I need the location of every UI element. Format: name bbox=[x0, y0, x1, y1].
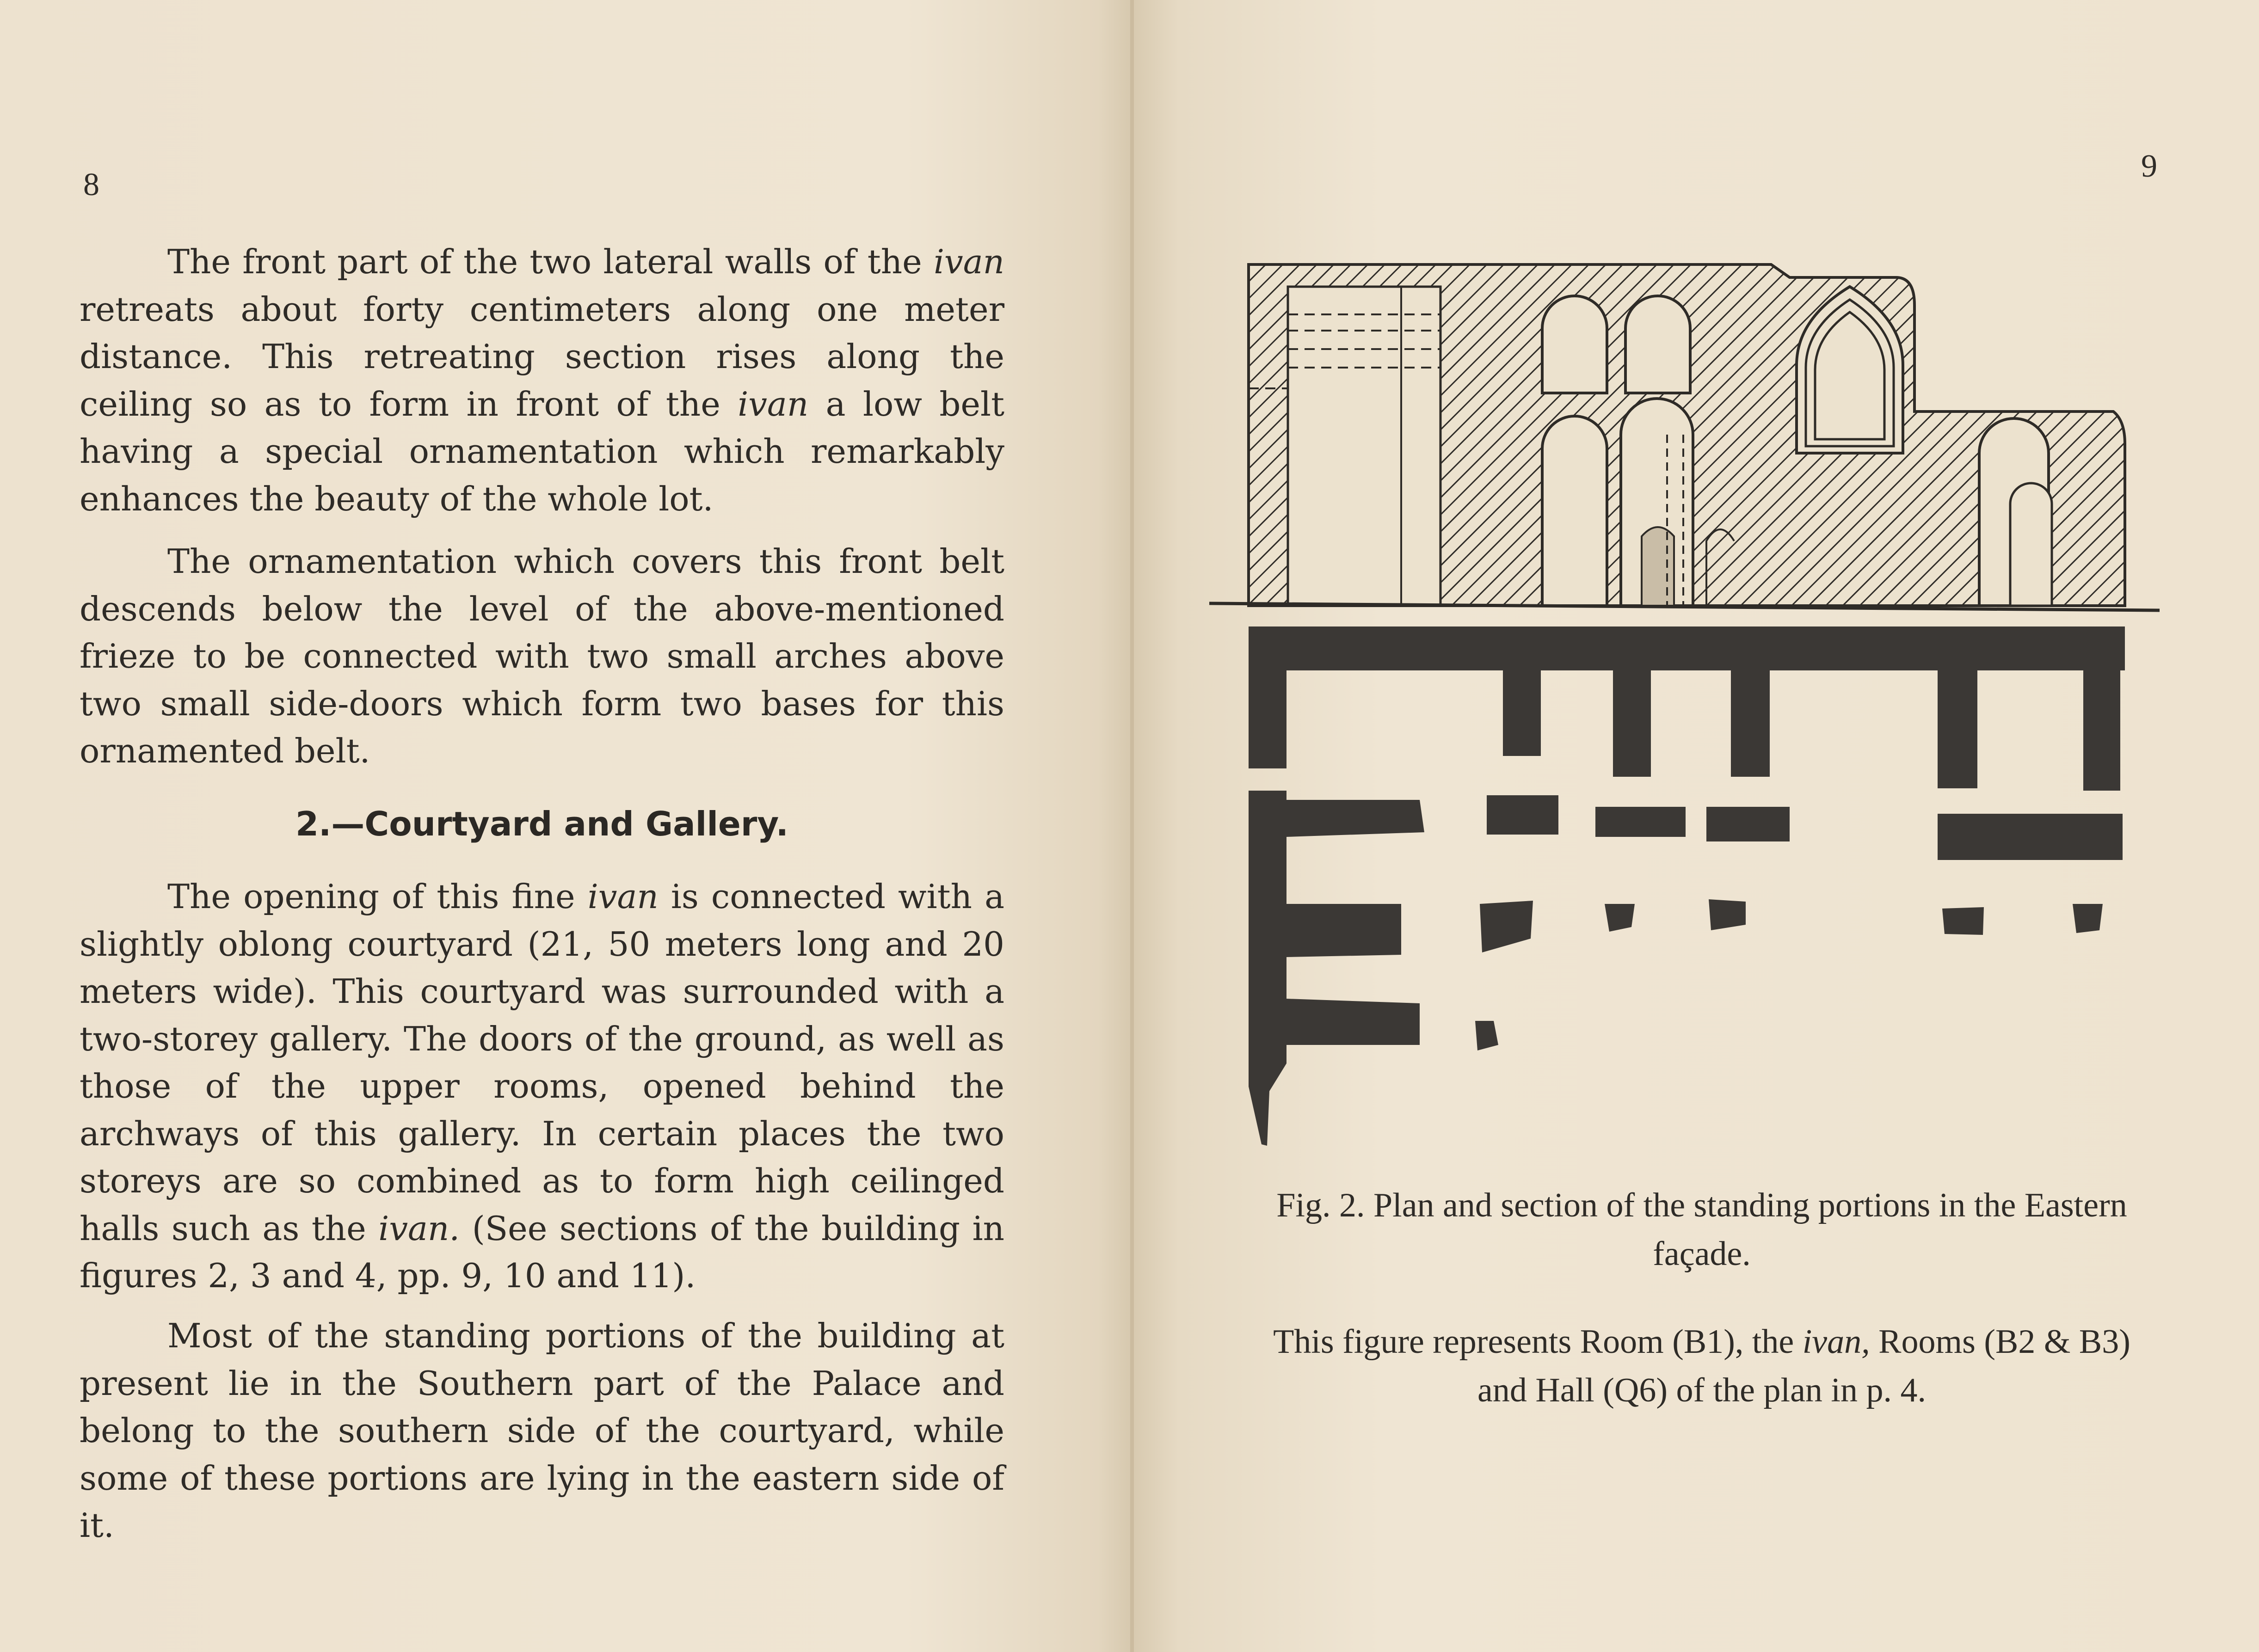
section-heading: 2.—Courtyard and Gallery. bbox=[295, 805, 789, 843]
paragraph-ornamentation: The ornamentation which covers this front belt descends below the level of the above-mentioned frieze to be connected with two small arches above two small side-doors which form two bases for this ornamented belt. bbox=[80, 542, 1004, 770]
paragraph-lateral-walls: The front part of the two lateral walls of the ivan retreats about forty centimeters along one meter distance. This retreating section rises along the ceiling so as to form in front of the ivan a low belt having a special ornamentation which remarkably enhances the beauty of the whole lot. bbox=[80, 242, 1005, 518]
paragraph-standing-portions: Most of the standing portions of the building at present lie in the Southern part of the Palace and belong to the southern side of the courtyard, while some of these portions are lying in the eastern side of it. bbox=[80, 1316, 1004, 1545]
plan-and-section-figure bbox=[1202, 259, 2164, 1156]
figure-description: This figure represents Room (B1), the ivan, Rooms (B2 & B3) and Hall (Q6) of the plan in p. 4. bbox=[1273, 1323, 2130, 1409]
section-elevation bbox=[1209, 264, 2160, 610]
page-number-left: 8 bbox=[83, 167, 99, 203]
floor-plan bbox=[1249, 626, 2125, 1146]
figure-caption: Fig. 2. Plan and section of the standing portions in the Eastern façade. bbox=[1276, 1186, 2127, 1273]
page-number-right: 9 bbox=[2141, 148, 2157, 184]
paragraph-courtyard: The opening of this fine ivan is connected with a slightly oblong courtyard (21, 50 meters long and 20 meters wide). This courtyard was surrounded with a two-storey gallery. The doors of the ground, as well as those of the upper rooms, opened behind the archways of this gallery. In certain places the two storeys are so combined as to form high ceilinged halls such as the ivan. (See sections of the building in figures 2, 3 and 4, pp. 9, 10 and 11). bbox=[80, 877, 1005, 1295]
